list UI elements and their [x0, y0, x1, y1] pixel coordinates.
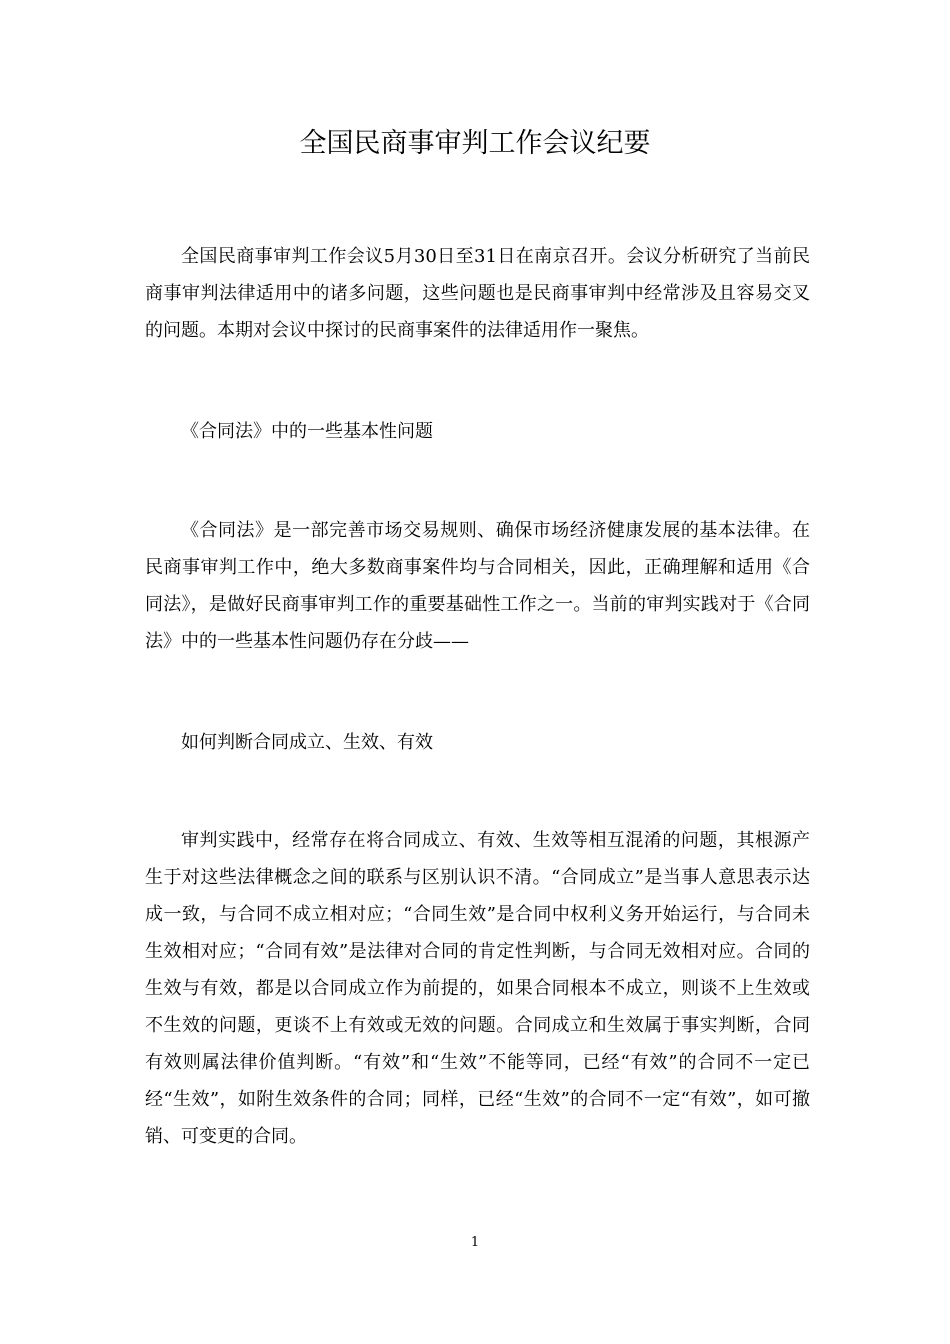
section-heading-contract-law: 《合同法》中的一些基本性问题	[181, 421, 433, 442]
page-number: 1	[470, 1235, 480, 1250]
contract-law-paragraph: 《合同法》是一部完善市场交易规则、确保市场经济健康发展的基本法律。在民商事审判工作中，绝大多数商事案件均与合同相关，因此，正确理解和适用《合同法》，是做好民商事审判工作的重要基础性工作之一。当前的审判实践对于《合同法》中的一些基本性问题仍存在分歧——	[145, 520, 810, 652]
section-heading-contract-validity: 如何判断合同成立、生效、有效	[181, 732, 433, 753]
contract-validity-paragraph: 审判实践中，经常存在将合同成立、有效、生效等相互混淆的问题，其根源产生于对这些法律概念之间的联系与区别认识不清。“合同成立”是当事人意思表示达成一致，与合同不成立相对应；“合同生效”是合同中权利义务开始运行，与合同未生效相对应；“合同有效”是法律对合同的肯定性判断，与合同无效相对应。合同的生效与有效，都是以合同成立作为前提的，如果合同根本不成立，则谈不上生效或不生效的问题，更谈不上有效或无效的问题。合同成立和生效属于事实判断，合同有效则属法律价值判断。“有效”和“生效”不能等同，已经“有效”的合同不一定已经“生效”，如附生效条件的合同；同样，已经“生效”的合同不一定“有效”，如可撤销、可变更的合同。	[145, 830, 810, 1147]
intro-paragraph: 全国民商事审判工作会议5月30日至31日在南京召开。会议分析研究了当前民商事审判法律适用中的诸多问题，这些问题也是民商事审判中经常涉及且容易交叉的问题。本期对会议中探讨的民商事案件的法律适用作一聚焦。	[145, 246, 810, 341]
document-title: 全国民商事审判工作会议纪要	[299, 128, 651, 159]
